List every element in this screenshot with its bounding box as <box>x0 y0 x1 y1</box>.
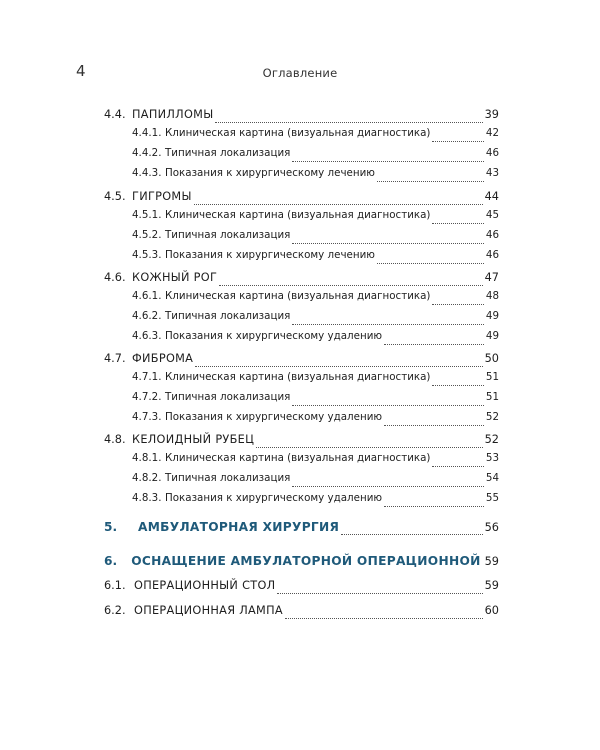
toc-entry-number: 4.6.2. <box>132 310 162 322</box>
toc-entry-title: ГИГРОМЫ <box>132 190 192 203</box>
toc-entry-number: 4.7. <box>104 352 126 365</box>
running-header: Оглавление <box>262 66 338 80</box>
toc-entry-number: 4.4. <box>104 108 126 121</box>
toc-entry-page: 54 <box>485 472 499 484</box>
toc-entry[interactable] <box>132 371 499 389</box>
toc-entry-page: 49 <box>485 330 499 342</box>
toc-entry-page: 51 <box>485 371 499 383</box>
toc-entry-title: Клиническая картина (визуальная диагностика) <box>165 452 431 464</box>
dot-leader <box>285 617 483 619</box>
toc-entry-title: Показания к хирургическому лечению <box>165 249 375 261</box>
toc-entry-title: ОПЕРАЦИОННАЯ ЛАМПА <box>134 604 283 617</box>
dot-leader <box>432 303 483 305</box>
toc-entry-number: 4.5.2. <box>132 229 162 241</box>
dot-leader <box>292 242 484 244</box>
toc-entry-title: Клиническая картина (визуальная диагностика) <box>165 371 431 383</box>
toc-entry-title: ОПЕРАЦИОННЫЙ СТОЛ <box>134 579 276 592</box>
toc-entry-number: 4.8.1. <box>132 452 162 464</box>
dot-leader <box>256 446 482 448</box>
toc-entry-title: ОСНАЩЕНИЕ АМБУЛАТОРНОЙ ОПЕРАЦИОННОЙ <box>131 554 481 568</box>
page-number: 4 <box>76 62 86 80</box>
dot-leader <box>341 533 482 535</box>
toc-entry-page: 52 <box>484 433 499 446</box>
toc-entry-page: 46 <box>485 229 499 241</box>
toc-entry-title: ФИБРОМА <box>132 352 194 365</box>
toc-entry-number: 4.7.3. <box>132 411 162 423</box>
toc-entry-number: 4.8. <box>104 433 126 446</box>
toc-entry-number: 4.6. <box>104 271 126 284</box>
toc-entry-title: Типичная локализация <box>165 391 291 403</box>
toc-entry[interactable] <box>104 433 499 451</box>
toc-entry[interactable] <box>132 330 499 348</box>
toc-entry-page: 53 <box>485 452 499 464</box>
toc-entry-title: Типичная локализация <box>165 472 291 484</box>
dot-leader <box>432 222 483 224</box>
toc-entry-title: КОЖНЫЙ РОГ <box>132 271 218 284</box>
dot-leader <box>432 465 483 467</box>
toc-entry[interactable] <box>104 604 499 622</box>
toc-entry[interactable] <box>132 127 499 145</box>
toc-entry-page: 43 <box>485 167 499 179</box>
toc-entry-title: Клиническая картина (визуальная диагностика) <box>165 127 431 139</box>
toc-entry-number: 6.2. <box>104 604 126 617</box>
toc-entry-title: Показания к хирургическому удалению <box>165 330 383 342</box>
dot-leader <box>384 343 484 345</box>
toc-entry[interactable] <box>104 520 499 538</box>
toc-entry-page: 42 <box>485 127 499 139</box>
toc-entry[interactable] <box>132 167 499 185</box>
toc-entry-number: 5. <box>104 520 118 534</box>
toc-entry-number: 4.7.1. <box>132 371 162 383</box>
toc-entry-title: Типичная локализация <box>165 229 291 241</box>
dot-leader <box>195 365 482 367</box>
toc-entry-number: 4.5. <box>104 190 126 203</box>
toc-entry-number: 6. <box>104 554 118 568</box>
toc-entry-number: 4.5.1. <box>132 209 162 221</box>
toc-entry-number: 4.4.2. <box>132 147 162 159</box>
toc-entry[interactable] <box>104 352 499 370</box>
toc-entry-page: 59 <box>484 555 499 568</box>
toc-entry-title: ПАПИЛЛОМЫ <box>132 108 214 121</box>
toc-entry-title: АМБУЛАТОРНАЯ ХИРУРГИЯ <box>138 520 340 534</box>
toc-entry-number: 4.5.3. <box>132 249 162 261</box>
dot-leader <box>377 262 484 264</box>
toc-entry-title: Показания к хирургическому удалению <box>165 492 383 504</box>
toc-entry-number: 4.6.3. <box>132 330 162 342</box>
toc-entry-number: 4.6.1. <box>132 290 162 302</box>
dot-leader <box>194 203 483 205</box>
dot-leader <box>292 323 484 325</box>
dot-leader <box>292 485 484 487</box>
toc-entry-page: 49 <box>485 310 499 322</box>
toc-entry-number: 4.7.2. <box>132 391 162 403</box>
toc-entry[interactable] <box>104 190 499 208</box>
toc-entry[interactable] <box>132 310 499 328</box>
toc-entry-title: Показания к хирургическому лечению <box>165 167 375 179</box>
toc-entry-page: 48 <box>485 290 499 302</box>
toc-entry-page: 47 <box>484 271 499 284</box>
toc-entry[interactable] <box>104 579 499 597</box>
dot-leader <box>215 121 482 123</box>
toc-entry-title: Типичная локализация <box>165 147 291 159</box>
toc-entry-page: 46 <box>485 249 499 261</box>
dot-leader <box>384 424 484 426</box>
toc-entry[interactable] <box>132 411 499 429</box>
toc-entry[interactable] <box>104 108 499 126</box>
toc-entry[interactable] <box>132 209 499 227</box>
toc-entry-title: Клиническая картина (визуальная диагностика) <box>165 290 431 302</box>
toc-entry-page: 55 <box>485 492 499 504</box>
toc-entry-title: Клиническая картина (визуальная диагностика) <box>165 209 431 221</box>
toc-entry-number: 4.8.2. <box>132 472 162 484</box>
toc-entry[interactable] <box>132 391 499 409</box>
toc-entry-page: 39 <box>484 108 499 121</box>
toc-entry[interactable] <box>104 271 499 289</box>
dot-leader <box>377 180 484 182</box>
toc-entry-page: 46 <box>485 147 499 159</box>
dot-leader <box>277 592 482 594</box>
toc-entry-page: 59 <box>484 579 499 592</box>
toc-entry[interactable] <box>132 472 499 490</box>
toc-entry[interactable] <box>132 290 499 308</box>
toc-entry-title: Показания к хирургическому удалению <box>165 411 383 423</box>
dot-leader <box>292 404 484 406</box>
toc-entry-page: 45 <box>485 209 499 221</box>
toc-entry-page: 52 <box>485 411 499 423</box>
toc-entry[interactable] <box>132 452 499 470</box>
toc-entry[interactable] <box>132 147 499 165</box>
toc-entry-page: 60 <box>484 604 499 617</box>
toc-entry[interactable] <box>132 249 499 267</box>
toc-entry-number: 4.8.3. <box>132 492 162 504</box>
dot-leader <box>292 160 484 162</box>
toc-entry-page: 51 <box>485 391 499 403</box>
toc-entry-page: 50 <box>484 352 499 365</box>
toc-entry-number: 4.4.3. <box>132 167 162 179</box>
toc-entry[interactable] <box>132 229 499 247</box>
toc-entry-title: КЕЛОИДНЫЙ РУБЕЦ <box>132 433 255 446</box>
dot-leader <box>219 284 482 286</box>
dot-leader <box>384 505 484 507</box>
toc-entry[interactable] <box>132 492 499 510</box>
toc-entry[interactable] <box>104 554 499 572</box>
dot-leader <box>432 384 483 386</box>
toc-entry-page: 56 <box>484 521 499 534</box>
dot-leader <box>432 140 483 142</box>
toc-entry-number: 4.4.1. <box>132 127 162 139</box>
toc-entry-title: Типичная локализация <box>165 310 291 322</box>
toc-entry-page: 44 <box>484 190 499 203</box>
toc-entry-number: 6.1. <box>104 579 126 592</box>
